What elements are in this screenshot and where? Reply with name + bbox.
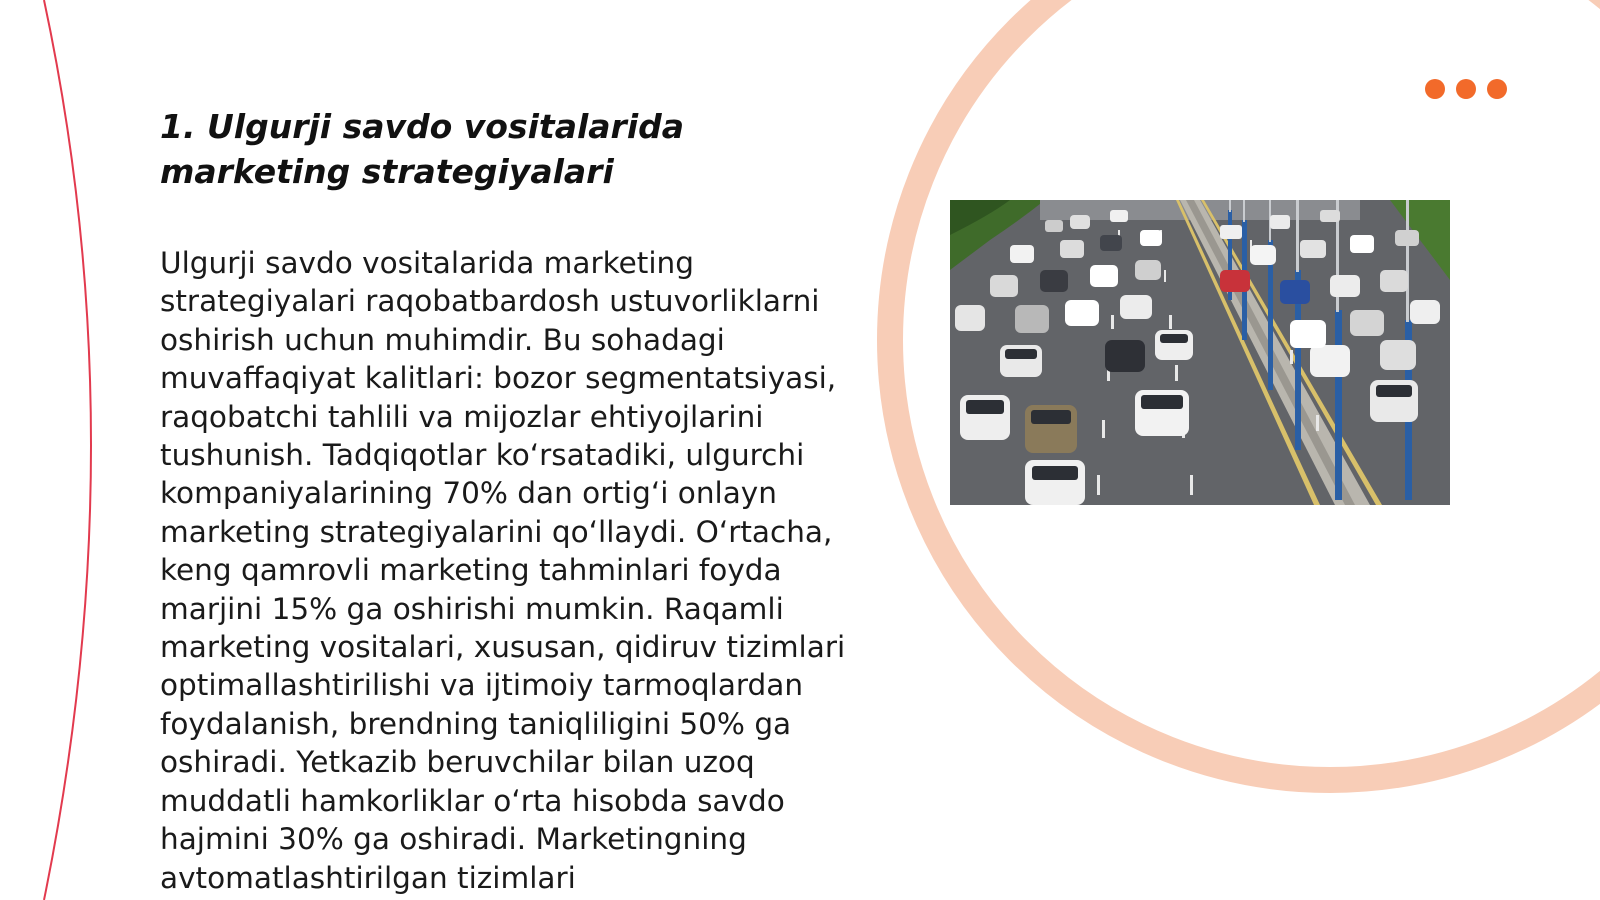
decorative-left-curve xyxy=(44,0,91,900)
slide-body-text: Ulgurji savdo vositalarida marketing strategiyalari raqobatbardosh ustuvorliklarni oshirish uchun muhimdir. Bu sohadagi muvaffaqiyat kalitlari: bozor segmentatsiyasi, raqobatchi tahlili va mijozlar ehtiyojlarini tushunish. Tadqiqotlar ko‘rsatadiki, ulgurchi kompaniyalarining 70% dan ortig‘i onlayn marketing strategiyalarini qo‘llaydi. O‘rtacha, keng qamrovli marketing tahminlari foyda marjini 15% ga oshirishi mumkin. Raqamli marketing vositalari, xususan, qidiruv tizimlari optimallashtirilishi va ijtimoiy tarmoqlardan foydalanish, brendning taniqliligini 50% ga oshiradi. Yetkazib beruvchilar bilan uzoq muddatli hamkorliklar o‘rta hisobda savdo hajmini 30% ga oshiradi. Marketingning avtomatlashtirilgan tizimlari xyxy=(160,246,846,895)
dot-icon xyxy=(1425,79,1445,99)
dot-icon xyxy=(1487,79,1507,99)
slide-title: 1. Ulgurji savdo vositalarida marketing strategiyalari xyxy=(160,107,685,191)
traffic-road-photo xyxy=(950,200,1450,505)
three-dots-icon xyxy=(1425,79,1507,99)
dot-icon xyxy=(1456,79,1476,99)
